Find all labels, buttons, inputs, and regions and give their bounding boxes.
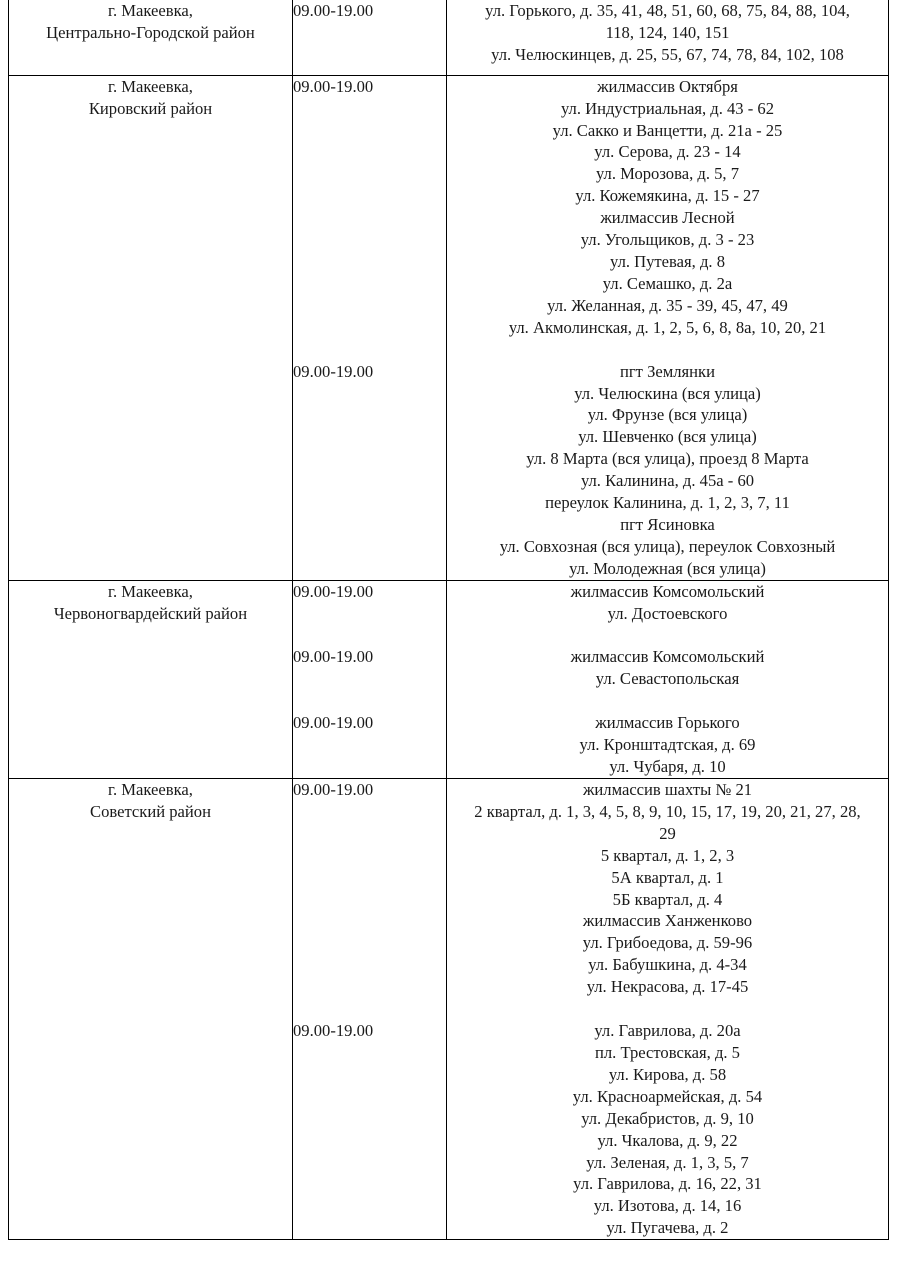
address-line: жилмассив Комсомольский bbox=[570, 647, 765, 667]
time-filler bbox=[293, 404, 446, 426]
time-filler bbox=[293, 185, 446, 207]
address-line: ул. Кирова, д. 58 bbox=[608, 1064, 727, 1084]
time-filler bbox=[293, 251, 446, 273]
address-line: жилмассив Горького bbox=[595, 713, 740, 733]
spacer bbox=[293, 624, 446, 646]
address-line: жилмассив Лесной bbox=[600, 208, 735, 228]
time-filler bbox=[293, 1152, 446, 1174]
time-filler bbox=[293, 889, 446, 911]
district-line: Советский район bbox=[90, 801, 211, 821]
time-filler bbox=[293, 801, 446, 823]
time-filler bbox=[293, 448, 446, 470]
district-cell bbox=[9, 75, 293, 580]
address-line: жилмассив Октября bbox=[597, 76, 738, 96]
spacer bbox=[293, 339, 446, 361]
address-line: ул. 8 Марта (вся улица), проезд 8 Марта bbox=[526, 449, 809, 469]
address-line: пл. Трестовская, д. 5 bbox=[595, 1042, 740, 1062]
address-line: переулок Калинина, д. 1, 2, 3, 7, 11 bbox=[545, 493, 790, 513]
address-line: ул. Угольщиков, д. 3 - 23 bbox=[580, 230, 755, 250]
table-row bbox=[9, 75, 889, 580]
address-line: ул. Декабристов, д. 9, 10 bbox=[581, 1108, 754, 1128]
address-line: 29 bbox=[659, 823, 676, 843]
address-line: жилмассив шахты № 21 bbox=[582, 780, 753, 799]
address-line: ул. Акмолинская, д. 1, 2, 5, 6, 8, 8а, 10, 20, 21 bbox=[508, 317, 827, 337]
address-line: ул. Калинина, д. 45а - 60 bbox=[580, 471, 755, 491]
address-line: ул. Семашко, д. 2а bbox=[602, 273, 733, 293]
time-filler bbox=[293, 22, 446, 44]
address-line: ул. Индустриальная, д. 43 - 62 bbox=[560, 98, 775, 118]
time-filler bbox=[293, 756, 446, 778]
time-range: 09.00-19.00 bbox=[293, 1, 374, 20]
time-filler bbox=[293, 1108, 446, 1130]
time-filler bbox=[293, 932, 446, 954]
address-line: ул. Совхозная (вся улица), переулок Совхозный bbox=[499, 536, 836, 556]
time-filler bbox=[293, 867, 446, 889]
address-line: 5Б квартал, д. 4 bbox=[612, 889, 723, 909]
address-line: ул. Молодежная (вся улица) bbox=[569, 558, 766, 578]
time-filler bbox=[293, 163, 446, 185]
time-filler bbox=[293, 295, 446, 317]
time-filler bbox=[293, 492, 446, 514]
time-cell bbox=[293, 75, 447, 580]
address-cell bbox=[447, 75, 889, 580]
spacer bbox=[447, 690, 888, 712]
address-cell bbox=[447, 0, 889, 75]
time-filler bbox=[293, 470, 446, 492]
time-filler bbox=[293, 98, 446, 120]
time-filler bbox=[293, 1064, 446, 1086]
table-row bbox=[9, 0, 889, 75]
time-filler bbox=[293, 536, 446, 558]
spacer bbox=[447, 339, 888, 361]
time-range: 09.00-19.00 bbox=[293, 76, 374, 96]
district-line: г. Макеевка, bbox=[108, 581, 193, 601]
address-line: ул. Челюскинцев, д. 25, 55, 67, 74, 78, 84, 102, 108 bbox=[491, 44, 844, 64]
time-filler bbox=[293, 910, 446, 932]
time-filler bbox=[293, 845, 446, 867]
time-filler bbox=[293, 120, 446, 142]
district-line: Червоногвардейский район bbox=[53, 603, 248, 623]
address-line: ул. Некрасова, д. 17-45 bbox=[586, 977, 749, 997]
time-filler bbox=[293, 954, 446, 976]
district-cell bbox=[9, 779, 293, 1240]
time-filler bbox=[293, 976, 446, 998]
district-line: Кировский район bbox=[88, 98, 213, 118]
district-line: г. Макеевка, bbox=[108, 780, 193, 799]
spacer bbox=[447, 624, 888, 646]
address-cell bbox=[447, 580, 889, 778]
time-filler bbox=[293, 603, 446, 625]
time-filler bbox=[293, 1086, 446, 1108]
time-filler bbox=[293, 1217, 446, 1239]
time-cell bbox=[293, 0, 447, 75]
address-line: ул. Кронштадтская, д. 69 bbox=[579, 735, 756, 755]
address-line: пгт Ясиновка bbox=[620, 514, 715, 534]
address-line: ул. Желанная, д. 35 - 39, 45, 47, 49 bbox=[547, 295, 788, 315]
address-line: ул. Фрунзе (вся улица) bbox=[587, 405, 748, 425]
address-line: ул. Севастопольская bbox=[595, 669, 740, 689]
time-cell bbox=[293, 779, 447, 1240]
district-line: г. Макеевка, bbox=[108, 1, 193, 20]
address-line: 118, 124, 140, 151 bbox=[605, 22, 730, 42]
time-filler bbox=[293, 668, 446, 690]
district-line: Центрально-Городской район bbox=[46, 22, 255, 42]
table-row bbox=[9, 779, 889, 1240]
time-filler bbox=[293, 426, 446, 448]
time-range: 09.00-19.00 bbox=[293, 581, 374, 601]
time-filler bbox=[293, 383, 446, 405]
address-line: ул. Изотова, д. 14, 16 bbox=[593, 1196, 742, 1216]
address-line: ул. Пугачева, д. 2 bbox=[606, 1218, 729, 1238]
spacer bbox=[447, 998, 888, 1020]
address-line: ул. Бабушкина, д. 4-34 bbox=[588, 955, 747, 975]
spacer bbox=[293, 998, 446, 1020]
time-filler bbox=[293, 229, 446, 251]
address-line: ул. Челюскина (вся улица) bbox=[574, 383, 761, 403]
time-filler bbox=[293, 1173, 446, 1195]
address-line: ул. Красноармейская, д. 54 bbox=[572, 1086, 763, 1106]
address-line: ул. Зеленая, д. 1, 3, 5, 7 bbox=[586, 1152, 749, 1172]
time-range: 09.00-19.00 bbox=[293, 647, 374, 667]
time-filler bbox=[293, 1042, 446, 1064]
time-filler bbox=[293, 558, 446, 580]
address-line: ул. Морозова, д. 5, 7 bbox=[595, 164, 740, 184]
time-filler bbox=[293, 44, 446, 66]
address-line: ул. Горького, д. 35, 41, 48, 51, 60, 68, 75, 84, 88, 104, bbox=[485, 1, 850, 20]
address-line: ул. Путевая, д. 8 bbox=[610, 251, 725, 271]
address-line: ул. Сакко и Ванцетти, д. 21а - 25 bbox=[552, 120, 783, 140]
address-line: ул. Кожемякина, д. 15 - 27 bbox=[575, 186, 760, 206]
address-line: ул. Шевченко (вся улица) bbox=[578, 427, 757, 447]
district-line: г. Макеевка, bbox=[108, 76, 193, 96]
address-line: 2 квартал, д. 1, 3, 4, 5, 8, 9, 10, 15, 17, 19, 20, 21, 27, 28, bbox=[474, 801, 861, 821]
address-line: пгт Землянки bbox=[619, 361, 715, 381]
time-filler bbox=[293, 1130, 446, 1152]
address-line: ул. Серова, д. 23 - 14 bbox=[594, 142, 741, 162]
time-range: 09.00-19.00 bbox=[293, 1021, 374, 1041]
address-line: 5А квартал, д. 1 bbox=[611, 867, 724, 887]
time-filler bbox=[293, 317, 446, 339]
address-line: 5 квартал, д. 1, 2, 3 bbox=[600, 845, 735, 865]
time-filler bbox=[293, 1195, 446, 1217]
address-line: ул. Гаврилова, д. 20а bbox=[594, 1021, 741, 1041]
address-cell bbox=[447, 779, 889, 1240]
table-row bbox=[9, 580, 889, 778]
address-line: жилмассив Комсомольский bbox=[570, 581, 765, 601]
time-filler bbox=[293, 823, 446, 845]
address-line: жилмассив Ханженково bbox=[582, 911, 753, 931]
time-filler bbox=[293, 207, 446, 229]
time-range: 09.00-19.00 bbox=[293, 361, 374, 381]
district-cell bbox=[9, 580, 293, 778]
address-line: ул. Чкалова, д. 9, 22 bbox=[597, 1130, 738, 1150]
time-range: 09.00-19.00 bbox=[293, 713, 374, 733]
address-line: ул. Гаврилова, д. 16, 22, 31 bbox=[573, 1174, 762, 1194]
time-filler bbox=[293, 141, 446, 163]
time-filler bbox=[293, 273, 446, 295]
address-line: ул. Чубаря, д. 10 bbox=[609, 757, 726, 777]
time-filler bbox=[293, 734, 446, 756]
time-cell bbox=[293, 580, 447, 778]
schedule-table bbox=[8, 0, 889, 1240]
address-line: ул. Грибоедова, д. 59-96 bbox=[582, 933, 753, 953]
spacer bbox=[293, 690, 446, 712]
time-filler bbox=[293, 514, 446, 536]
time-range: 09.00-19.00 bbox=[293, 780, 374, 799]
address-line: ул. Достоевского bbox=[607, 603, 728, 623]
district-cell bbox=[9, 0, 293, 75]
schedule-table-body bbox=[9, 0, 889, 1240]
